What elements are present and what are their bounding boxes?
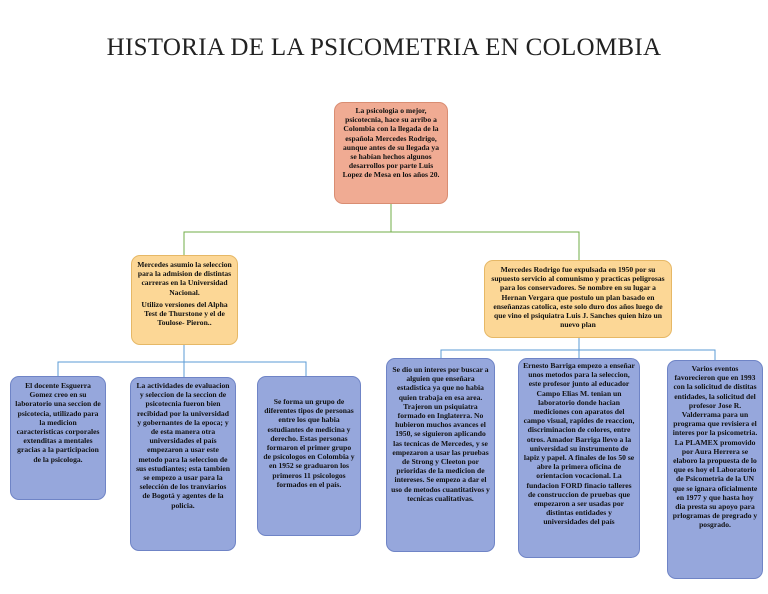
node-text: Se dio un interes por buscar a alguien que enseñara estadistica ya que no habia quien trabaja en esa area. Trajeron un psiquiatra formado en Inglaterra. No hubieron muchos avances el 1950, se siguieron aplicando las tecnicas de Mercedes, y se empezaron a usar las pruebas de Strong y Cleeton por prioridas de la medicion de intereses. Se empezo a dar el uso de metodos cuantitativos y tecnicas cualitativas. bbox=[391, 365, 490, 503]
connector-left-l1 bbox=[58, 345, 184, 376]
node-text-second-paragraph: Utilizo versiones del Alpha Test de Thurstone y el de Toulose- Pieron.. bbox=[141, 299, 228, 328]
connector-right-r1 bbox=[441, 338, 579, 358]
page-title: HISTORIA DE LA PSICOMETRIA EN COLOMBIA bbox=[106, 34, 662, 61]
node-l3-primer-grupo-psicologos bbox=[257, 376, 361, 536]
node-l2-evaluacion-seleccion bbox=[130, 377, 236, 551]
node-l1-esguerra-gomez bbox=[10, 376, 106, 500]
node-text: Mercedes Rodrigo fue expulsada en 1950 por su supuesto servicio al comunismo y practicas peligrosas para los conservadores. Se nombre en su lugar a Hernan Vergara que postulo un plan basado en enseñanzas catolica, este solo duro dos años luego de que vino el psiquiatra Luis J. Sanches quien hizo un nuevo plan bbox=[491, 265, 665, 330]
node-text: Se forma un grupo de diferentes tipos de personas entre los que habia estudiantes de medicina y derecho. Estas personas formaron el primer grupo de psicologos en Colombia y en 1952 se graduaron los primeros 11 psicologos formados en el país. bbox=[263, 397, 355, 489]
connector-root-right bbox=[391, 232, 579, 260]
node-text: La actividades de evaluacion y seleccion de la seccion de psicotecnia fueron bien recibidad por la universidad y gobernantes de la epoca; y de esta manera otra universidades el país empezaron a usar este metodo para la seleccion de sus estudiantes; esta tambien se empezo a usar para la selección de los tranviarios de Bogotá y agentes de la policia. bbox=[136, 381, 230, 510]
node-r3-laboratorio-psicometria bbox=[667, 360, 763, 579]
connector-left-l3 bbox=[184, 362, 306, 376]
node-left-seleccion-universidad bbox=[131, 255, 238, 345]
node-text: Ernesto Barriga empezo a enseñar unos metodos para la seleccion, este profesor junto al educador Campo Elias M. tenian un laboratorio donde hacian mediciones con aparatos del campo visual, rapides de reaccion, discriminacion de colores, entre otros. Amador Barriga llevo a la universidad su instrumento de lapiz y papel. A finales de los 50 se abre la primera oficina de orientacion vocacional. La fundacion FORD finacio talleres de construccion de pruebas que empezaron a ser usadas por distintas entidades y universidades del país bbox=[523, 361, 635, 527]
node-text: Mercedes asumio la seleccion para la admision de distintas carreras en la Universidad Nacional. bbox=[137, 260, 232, 297]
connector-root-left bbox=[184, 204, 391, 255]
node-r2-ernesto-barriga bbox=[518, 358, 640, 558]
node-text: Varios eventos favorecieron que en 1993 con la solicitud de distitas entidades, la solicitud del profesor Jose R. Valderrama para un programa que revisiera el interes por la psicometria. La PLAMEX promovido por Aura Herrera se elaboro la propuesta de lo que es hoy el Laboratorio de Psicometria de la UN que se ignara oficialmente en 1977 y que hasta hoy dia presta su apoyo para prlogramas de pregrado y posgrado. bbox=[672, 364, 758, 530]
node-text: El docente Esguerra Gomez creo en su laboratorio una seccion de psicotecia, utilizado para la medicion caracteristicas corporales extenditas a mentales gracias a la participacion de la psicologa. bbox=[15, 381, 101, 464]
node-r1-estadistica-pruebas bbox=[386, 358, 495, 552]
node-right-expulsion-mercedes bbox=[484, 260, 672, 338]
node-text: La psicologia o mejor, psicotecnia, hace su arribo a Colombia con la llegada de la española Mercedes Rodrigo, aunque antes de su llegada ya se habían hechos algunos desarrollos por parte Luis Lopez de Mesa en los años 20. bbox=[342, 106, 440, 180]
node-root-mercedes-rodrigo bbox=[334, 102, 448, 204]
